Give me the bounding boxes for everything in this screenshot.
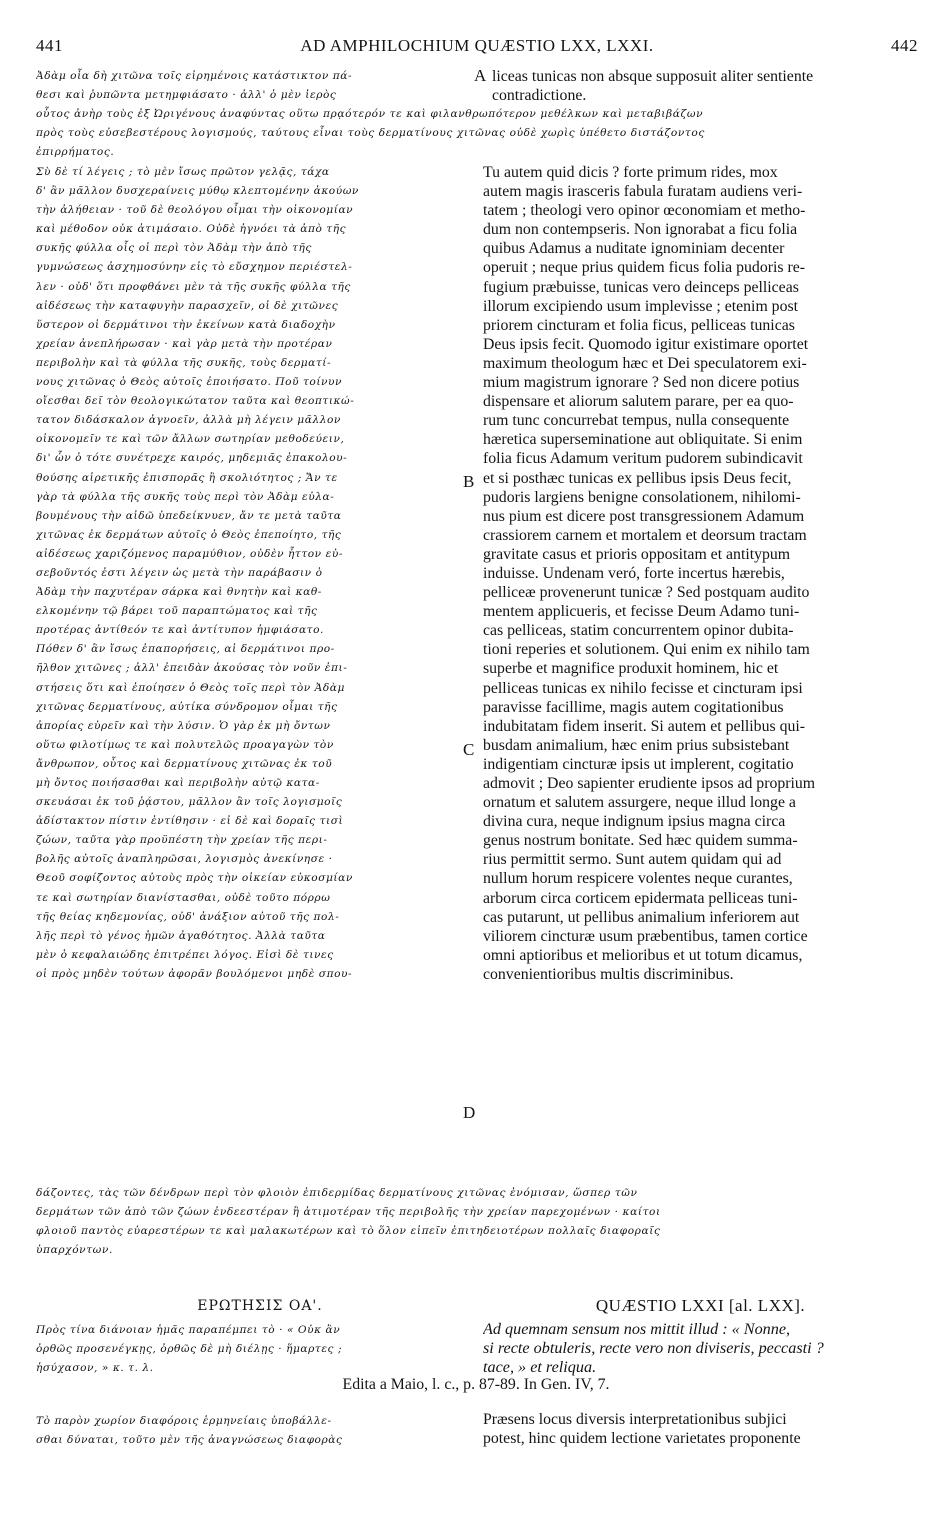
- latin-line: busdam animalium, hæc enim prius subsistebant: [483, 736, 790, 754]
- latin-line: dispensare et aliorum salutem parare, per ea quo-: [483, 393, 794, 411]
- source-note: Edita a Maio, l. c., p. 87-89. In Gen. IV, 7.: [342, 1376, 610, 1393]
- greek-line: μὲν ὁ κεφαλαιώδης ἐπιτρέπει λόγος. Εἰσὶ δὲ τινες: [36, 948, 334, 961]
- greek-line: ἡσύχασον, » κ. τ. λ.: [36, 1362, 154, 1375]
- greek-line: σεβοῦντός ἐστι λέγειν ὡς μετὰ τὴν παράβασιν ὁ: [36, 566, 323, 579]
- greek-full-bottom: [36, 1184, 916, 1260]
- latin-line: ornatum et salutem assurgere, neque illud longe a: [483, 794, 796, 812]
- latin-line: cas pelliceas, statim concurrentem opinor dubita-: [483, 622, 794, 640]
- latin-line: autem magis irasceris fabula furatam audiens veri-: [483, 183, 803, 201]
- greek-line: αἰδέσεως χαριζόμενος παραμύθιον, οὐδὲν ἧττον εὐ-: [36, 547, 343, 560]
- question-text-greek: [36, 1321, 484, 1378]
- running-title: AD AMPHILOCHIUM QUÆSTIO LXX, LXXI.: [300, 36, 654, 55]
- greek-line: καὶ μέθοδον οὐκ ἀτιμάσαιο. Οὐδὲ ἠγνόει τὰ ἀπὸ τῆς: [36, 223, 347, 236]
- latin-line: folia ficus Adamum veritum pudorem subindicavit: [483, 450, 803, 468]
- greek-line: δ' ἂν μᾶλλον δυσχεραίνεις μύθῳ κλεπτομένην ἀκούων: [36, 185, 359, 198]
- latin-line: hæretica superseminatione aut obliquitate. Si enim: [483, 431, 803, 449]
- latin-line: tatem ; theologi vero opinor œconomiam et metho-: [483, 202, 806, 220]
- greek-line: δερμάτων τῶν ἀπὸ τῶν ζώων ἐνδεεστέραν ἢ ἀτιμοτέραν τῆς περιβολῆς τὴν χρείαν παρεχομένων · καίτοι: [36, 1206, 661, 1219]
- greek-line: γὰρ τὰ φύλλα τῆς συκῆς τοὺς περὶ τὸν Ἀδὰμ εὐλα-: [36, 490, 335, 503]
- page-header: [36, 36, 918, 62]
- latin-line: Præsens locus diversis interpretationibus subjici: [483, 1411, 787, 1428]
- margin-marker-c: C: [463, 740, 475, 759]
- greek-line: τῆς θείας κηδεμονίας, οὐδ' ἀνάξιον αὐτοῦ τῆς πολ-: [36, 910, 340, 923]
- latin-line: tioni reperies et solutionem. Qui enim ex nihilo tam: [483, 641, 810, 659]
- latin-line: arborum circa corticem epidermata pelliceas tuni-: [483, 889, 798, 907]
- latin-line: genus nostrum bonitate. Sed hæc quidem summa-: [483, 832, 798, 850]
- greek-line: περιβολὴν καὶ τὰ φύλλα τῆς συκῆς, τοὺς δερματί-: [36, 356, 332, 369]
- greek-line: φλοιοῦ παντὸς εὐαρεστέρων τε καὶ μαλακωτέρων καὶ τὸ ὅλον εἰπεῖν ἐπιτηδειοτέρων πολλαῖς διαφοραῖς: [36, 1225, 661, 1238]
- latin-line: cas putarunt, ut pellibus animalium inferiorem aut: [483, 908, 800, 926]
- latin-line: indubitatam fidem inserit. Si autem et pellibus qui-: [483, 717, 806, 735]
- greek-line: Ἀδὰμ τὴν παχυτέραν σάρκα καὶ θνητὴν καὶ καθ-: [36, 586, 322, 599]
- latin-line: rum tunc concurrebat tempus, nulla consequente: [483, 412, 790, 430]
- greek-line: οὗτος ἀνὴρ τοὺς ἐξ Ὠριγένους ἀναφύντας οὕτω πρᾳότερόν τε καὶ φιλανθρωπότερον μεθέλκων καὶ μεταβιβάζων: [36, 108, 704, 120]
- latin-line: tace, » et reliqua.: [483, 1358, 597, 1377]
- greek-final-paragraph: [36, 1412, 484, 1450]
- greek-line: προτέρας ἀντίθεόν τε καὶ ἀντίτυπον ἠμφιάσατο.: [36, 624, 324, 637]
- greek-line: ἀδίστακτον πίστιν ἐντίθησιν · εἰ δὲ καὶ δοραῖς τισὶ: [36, 815, 344, 828]
- greek-line: Σὺ δὲ τί λέγεις ; τὸ μὲν ἴσως πρῶτον γελᾷς, τάχα: [36, 166, 330, 178]
- latin-line: contradictione.: [492, 87, 587, 105]
- question-heading-greek: ΕΡΩΤΗΣΙΣ ΟΑ'.: [197, 1298, 323, 1314]
- latin-line: pudoris largiens benigne consolationem, nihilomi-: [483, 488, 801, 506]
- latin-line: rius permittit sermo. Sunt autem quidam qui ad: [483, 851, 782, 869]
- latin-line: si recte obtuleris, recte vero non diviseris, peccasti ?: [483, 1339, 824, 1358]
- greek-line: θεσι καὶ ῥυπῶντα μετημφιάσατο · ἀλλ' ὁ μὲν ἱερὸς: [36, 89, 337, 102]
- greek-line: οἱ πρὸς μηδὲν τούτων ἀφορᾶν βουλόμενοι μηδὲ σπου-: [36, 967, 353, 980]
- greek-line: δάζοντες, τὰς τῶν δένδρων περὶ τὸν φλοιὸν ἐπιδερμίδας δερματίνους χιτῶνας ἐνόμισαν, ὥσπερ τῶν: [36, 1187, 638, 1199]
- greek-line: λεν · οὐδ' ὅτι προφθάνει μὲν τὰ τῆς συκῆς φύλλα τῆς: [36, 280, 351, 293]
- page-number-left: 441: [36, 36, 63, 55]
- greek-line: Θεοῦ σοφίζοντος αὐτοὺς πρὸς τὴν οἰκείαν εὐκοσμίαν: [36, 872, 353, 885]
- greek-line: ὑπαρχόντων.: [36, 1244, 113, 1257]
- latin-line: priorem cincturam et folia ficus, pelliceas tunicas: [483, 316, 795, 334]
- greek-line: Ἀδὰμ οἷα δὴ χιτῶνα τοῖς εἰρημένοις κατάστικτον πά-: [36, 70, 353, 82]
- greek-line: λῆς περὶ τὸ γένος ἡμῶν ἀγαθότητος. Ἀλλὰ ταῦτα: [36, 929, 326, 942]
- latin-line: operuit ; neque prius quidem ficus folia pudoris re-: [483, 259, 806, 277]
- latin-line: fugium præbuisse, tunicas vero deinceps pelliceas: [483, 278, 799, 296]
- latin-line: nullum horum respicere volentes neque curantes,: [483, 870, 793, 888]
- greek-line: πρὸς τοὺς εὐσεβεστέρους λογισμούς, ταύτους εἶναι τοὺς δερματίνους χιτῶνας οὐδὲ χωρὶς ὑπέθετο διστάζοντος: [36, 127, 705, 140]
- latin-line: pelliceas tunicas ex nihilo fecisse et cincturam ipsi: [483, 679, 803, 697]
- question-text-latin: [483, 1320, 918, 1377]
- latin-line: liceas tunicas non absque supposuit aliter sentiente: [492, 68, 814, 85]
- greek-line: ὀρθῶς προσενέγκῃς, ὀρθῶς δὲ μὴ διέλῃς · ἥμαρτες ;: [36, 1343, 343, 1356]
- greek-line: Πρὸς τίνα διάνοιαν ἡμᾶς παραπέμπει τὸ · « Οὐκ ἂν: [36, 1324, 341, 1336]
- latin-line: induisse. Undenam veró, forte incertus hærebis,: [483, 564, 785, 582]
- greek-line: οἴεσθαι δεῖ τὸν θεολογικώτατον ταῦτα καὶ θεοπτικώ-: [36, 395, 355, 408]
- greek-line: τατον διδάσκαλον ἀγνοεῖν, ἀλλὰ μὴ λέγειν μᾶλλον: [36, 414, 341, 427]
- greek-line: γυμνώσεως ἀσχημοσύνην εἰς τὸ εὔσχημον περιέστελ-: [36, 261, 353, 274]
- latin-line: admovit ; Deo sapienter erudiente ipsos ad proprium: [483, 775, 816, 792]
- latin-column: [483, 163, 918, 984]
- latin-top-split: [492, 67, 918, 105]
- latin-line: mentem applicueris, et fecisse Deum Adamo tuni-: [483, 603, 800, 621]
- latin-final-paragraph: [483, 1410, 918, 1448]
- latin-line: Tu autem quid dicis ? forte primum rides, mox: [483, 164, 778, 181]
- latin-line: gravitate casus et prioris oppositam et antitypum: [483, 545, 791, 563]
- greek-line: ἄνθρωπον, οὗτος καὶ δερματίνους χιτῶνας ἐκ τοῦ: [36, 757, 333, 770]
- greek-line: ελκομένην τῷ βάρει τοῦ παραπτώματος καὶ τῆς: [36, 605, 318, 618]
- latin-line: quibus Adamus a nuditate ignominiam decenter: [483, 240, 785, 258]
- greek-line: οὕτω φιλοτίμως τε καὶ πολυτελῶς προαγαγὼν τὸν: [36, 738, 334, 751]
- greek-top-split: [36, 66, 487, 105]
- latin-line: paravisse facillime, magis autem cogitationibus: [483, 698, 784, 716]
- greek-line: ὕστερον οἱ δερμάτινοι τὴν ἐκείνων κατὰ διαδοχὴν: [36, 318, 336, 331]
- greek-line: στήσεις ὅτι καὶ ἐποίησεν ὁ Θεὸς τοῖς περὶ τὸν Ἀδὰμ: [36, 681, 345, 694]
- latin-line: superbe et magnifice produxit hominem, hic et: [483, 660, 779, 678]
- latin-line: crassiorem carnem et mortalem et deorsum tractam: [483, 526, 807, 544]
- margin-marker-b: B: [463, 472, 475, 491]
- latin-line: dum non contempseris. Non ignorabat a ficu folia: [483, 221, 798, 239]
- greek-column: [36, 163, 484, 984]
- latin-line: Ad quemnam sensum nos mittit illud : « Nonne,: [483, 1320, 791, 1338]
- greek-line: αἰδέσεως τὴν καταφυγὴν παρασχεῖν, οἱ δὲ χιτῶνες: [36, 299, 339, 312]
- greek-line: Πόθεν δ' ἂν ἴσως ἐπαπορήσεις, αἱ δερμάτινοι προ-: [36, 643, 335, 656]
- greek-line: χιτῶνας ἐκ δερμάτων αὐτοῖς ὁ Θεὸς ἐπεποίητο, τῆς: [36, 528, 342, 541]
- greek-line: ζώων, ταῦτα γὰρ προϋπέστη τὴν χρείαν τῆς περι-: [36, 834, 328, 847]
- greek-line: ἐπιρρήματος.: [36, 146, 115, 159]
- greek-line: χιτῶνας δερματίνους, αὐτίκα σύνδρομον οἶμαι τῆς: [36, 700, 338, 713]
- greek-line: τε καὶ σωτηρίαν διανίστασθαι, οὐδὲ τοῦτο πόρρω: [36, 891, 331, 904]
- latin-line: indigentiam cincturæ ipsis ut implerent, cogitatio: [483, 755, 794, 773]
- greek-line: σθαι δύναται, τοῦτο μὲν τῆς ἀναγνώσεως διαφορὰς: [36, 1434, 343, 1447]
- greek-line: χρείαν ἀνεπλήρωσαν · καὶ γὰρ μετὰ τὴν προτέραν: [36, 337, 333, 350]
- greek-line: ἀπορίας εὑρεῖν καὶ τὴν λύσιν. Ὁ γὰρ ἐκ μὴ ὄντων: [36, 719, 331, 732]
- latin-line: nus pium est dicere post transgressionem Adamum: [483, 507, 805, 525]
- greek-line: βουμένους τὴν αἰδῶ ὑπεδείκνυεν, ἄν τε μετὰ ταῦτα: [36, 509, 342, 522]
- margin-marker-d: D: [463, 1103, 476, 1122]
- greek-line: βολῆς αὐτοῖς ἀναπληρῶσαι, λογισμὸς ἀνεκίνησε ·: [36, 853, 333, 866]
- latin-line: viliorem cincturæ usum præbentibus, tamen cortice: [483, 927, 808, 945]
- greek-line: μὴ ὄντος ποιήσασθαι καὶ περιβολὴν αὐτῷ κατα-: [36, 777, 320, 789]
- greek-line: σκευάσαι ἐκ τοῦ ῥᾴστου, μᾶλλον ἂν τοῖς λογισμοῖς: [36, 796, 343, 809]
- latin-line: mium magistrum ignorare ? Sed non dicere potius: [483, 374, 800, 392]
- greek-line: νους χιτῶνας ὁ Θεὸς αὐτοῖς ἐποιήσατο. Ποῦ τοίνυν: [36, 376, 343, 389]
- greek-line: δι' ὧν ὁ τότε συνέτρεχε καιρός, μηδεμιᾶς ἐπακολου-: [36, 452, 348, 465]
- latin-line: convenientioribus multis discriminibus.: [483, 965, 734, 983]
- greek-line: οἰκονομεῖν τε καὶ τῶν ἄλλων σωτηρίαν μεθοδεύειν,: [36, 433, 345, 446]
- latin-line: illorum excipiendo usum implevisse ; etenim post: [483, 297, 799, 315]
- greek-line: τὴν ἀλήθειαν · τοῦ δὲ θεολόγου οἶμαι τὴν οἰκονομίαν: [36, 204, 354, 217]
- margin-marker-a: A: [474, 66, 487, 85]
- latin-line: pelliceæ provenerunt tunicæ ? Sed postquam audito: [483, 584, 810, 602]
- question-heading-latin: QUÆSTIO LXXI [al. LXX].: [595, 1296, 806, 1315]
- greek-line: Τὸ παρὸν χωρίον διαφόροις ἑρμηνείαις ὑποβάλλε-: [36, 1415, 332, 1427]
- greek-line: θούσης αἱρετικῆς ἐπισπορᾶς ἢ σκολιότητος ; Ἄν τε: [36, 471, 338, 484]
- latin-line: divina cura, neque indignum ipsius magna circa: [483, 813, 786, 831]
- page-number-right: 442: [891, 36, 918, 55]
- greek-line: ῆλθον χιτῶνες ; ἀλλ' ἐπειδὰν ἀκούσας τὸν νοῦν ἐπι-: [36, 662, 348, 675]
- latin-line: maximum theologum hæc et Dei speculatorem exi-: [483, 354, 807, 372]
- latin-line: potest, hinc quidem lectione varietates proponente: [483, 1430, 801, 1448]
- latin-line: et si posthæc tunicas ex pellibus ipsis Deus fecit,: [483, 469, 792, 487]
- greek-line: συκῆς φύλλα οἷς οἱ περὶ τὸν Ἀδὰμ τὴν ἀπὸ τῆς: [36, 242, 312, 255]
- latin-line: Deus ipsis fecit. Quomodo igitur existimare oportet: [483, 335, 809, 353]
- latin-line: omni aptioribus et melioribus et ut totum dicamus,: [483, 946, 803, 964]
- greek-full-top: [36, 105, 916, 162]
